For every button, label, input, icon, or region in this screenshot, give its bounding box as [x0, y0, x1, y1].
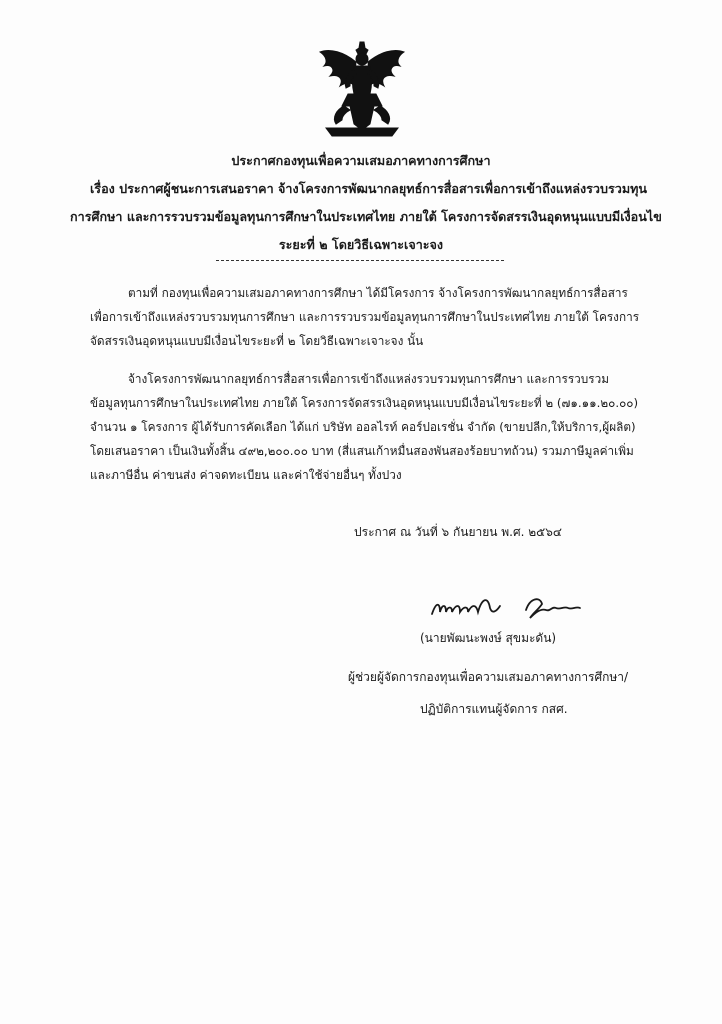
document-body — [90, 284, 672, 490]
document-title — [70, 152, 662, 254]
title-divider — [216, 260, 504, 261]
paragraph-line: เพื่อการเข้าถึงแหล่งรวบรวมทุนการศึกษา และการรวบรวมข้อมูลทุนการศึกษาในประเทศไทย ภายใต้ โครงการ — [90, 310, 640, 324]
garuda-emblem-icon — [316, 40, 408, 138]
signer-name: (นายพัฒนะพงษ์ สุขมะดัน) — [420, 631, 557, 645]
announcement-date: ประกาศ ณ วันที่ ๖ กันยายน พ.ศ. ๒๕๖๔ — [354, 525, 562, 539]
signer-position: ปฏิบัติการแทนผู้จัดการ กสศ. — [420, 702, 568, 716]
handwritten-signature — [430, 588, 590, 624]
paragraph-line: โดยเสนอราคา เป็นเงินทั้งสิ้น ๔๙๒,๒๐๐.๐๐ บาท (สี่แสนเก้าหมื่นสองพันสองร้อยบาทถ้วน) รวมภาษีมูลค่าเพิ่ม — [90, 444, 634, 458]
paragraph-2 — [90, 370, 672, 490]
paragraph-line: ตามที่ กองทุนเพื่อความเสมอภาคทางการศึกษา ได้มีโครงการ จ้างโครงการพัฒนากลยุทธ์การสื่อสาร — [128, 286, 628, 300]
title-line: การศึกษา และการรวบรวมข้อมูลทุนการศึกษาในประเทศไทย ภายใต้ โครงการจัดสรรเงินอุดหนุนแบบมีเงื่อนไข — [70, 209, 662, 224]
paragraph-line: จ้างโครงการพัฒนากลยุทธ์การสื่อสารเพื่อการเข้าถึงแหล่งรวบรวมทุนการศึกษา และการรวบรวม — [128, 372, 610, 386]
title-line: เรื่อง ประกาศผู้ชนะการเสนอราคา จ้างโครงการพัฒนากลยุทธ์การสื่อสารเพื่อการเข้าถึงแหล่งรวบรวมทุน — [90, 181, 648, 196]
title-line: ประกาศกองทุนเพื่อความเสมอภาคทางการศึกษา — [231, 153, 491, 168]
signer-position: ผู้ช่วยผู้จัดการกองทุนเพื่อความเสมอภาคทางการศึกษา/ — [348, 670, 629, 684]
paragraph-line: และภาษีอื่น ค่าขนส่ง ค่าจดทะเบียน และค่าใช้จ่ายอื่นๆ ทั้งปวง — [90, 468, 402, 482]
paragraph-line: จำนวน ๑ โครงการ ผู้ได้รับการคัดเลือก ได้แก่ บริษัท ออลไรท์ คอร์ปอเรชั่น จำกัด (ขายปลีก,ให้บริการ,ผู้ผลิต) — [90, 420, 636, 434]
title-line: ระยะที่ ๒ โดยวิธีเฉพาะเจาะจง — [278, 237, 444, 252]
paragraph-1 — [90, 284, 672, 356]
paragraph-line: จัดสรรเงินอุดหนุนแบบมีเงื่อนไขระยะที่ ๒ โดยวิธีเฉพาะเจาะจง นั้น — [90, 334, 424, 348]
paragraph-line: ข้อมูลทุนการศึกษาในประเทศไทย ภายใต้ โครงการจัดสรรเงินอุดหนุนแบบมีเงื่อนไขระยะที่ ๒ (๗๑.๑๑.๒๐.๐๐) — [90, 396, 639, 410]
